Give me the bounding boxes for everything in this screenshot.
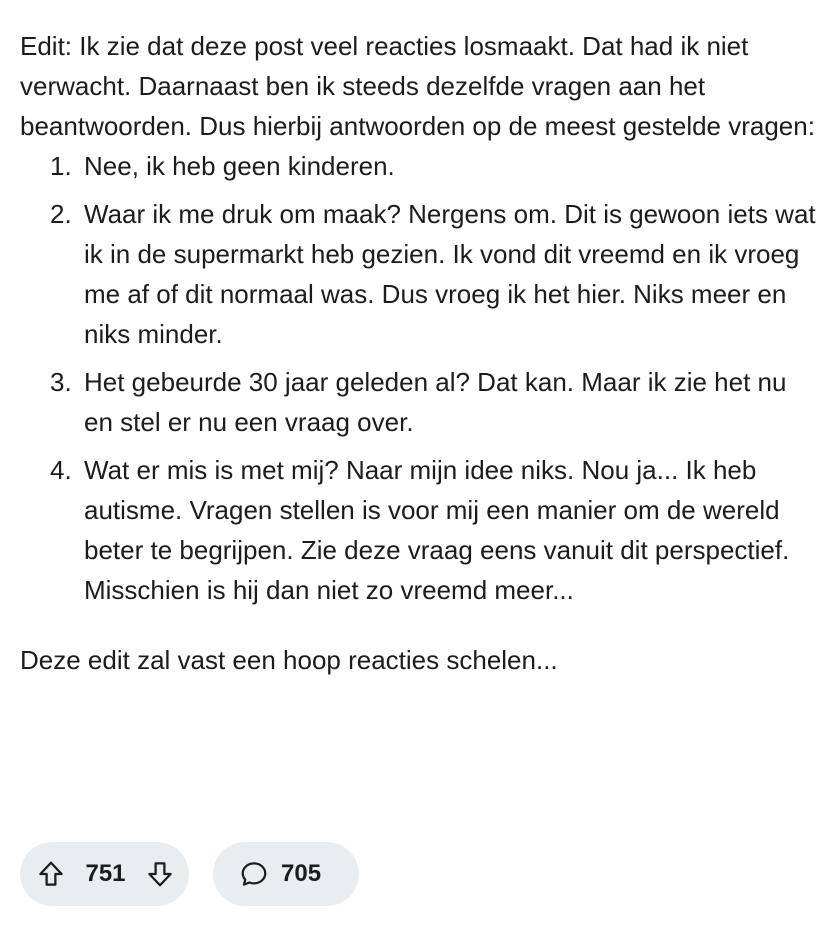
faq-number: 3. <box>50 367 72 397</box>
faq-number: 2. <box>50 199 72 229</box>
post-body <box>20 26 820 680</box>
upvote-arrow-icon[interactable] <box>36 859 66 889</box>
comment-count: 705 <box>281 860 322 887</box>
speech-bubble-icon <box>239 859 269 889</box>
vote-count: 751 <box>85 860 126 887</box>
post-intro: Edit: Ik zie dat deze post veel reacties losmaakt. Dat had ik niet verwacht. Daarnaast ben ik steeds dezelfde vragen aan het beantwoorden. Dus hierbij antwoorden op de meest gestelde vragen: <box>20 31 815 141</box>
faq-text: Nee, ik heb geen kinderen. <box>84 151 395 181</box>
faq-item <box>20 146 820 186</box>
post-outro: Deze edit zal vast een hoop reacties schelen... <box>20 645 558 675</box>
faq-list <box>20 146 820 610</box>
faq-number: 1. <box>50 151 72 181</box>
faq-number: 4. <box>50 455 72 485</box>
comments-button[interactable] <box>213 842 359 906</box>
faq-item <box>20 362 820 442</box>
downvote-arrow-icon[interactable] <box>145 859 175 889</box>
vote-pill <box>20 842 189 906</box>
faq-item <box>20 194 820 354</box>
faq-item <box>20 450 820 610</box>
faq-text: Wat er mis is met mij? Naar mijn idee niks. Nou ja... Ik heb autisme. Vragen stellen is voor mij een manier om de wereld beter te begrijpen. Zie deze vraag eens vanuit dit perspectief. Misschien is hij dan niet zo vreemd meer... <box>84 455 790 605</box>
faq-text: Waar ik me druk om maak? Nergens om. Dit is gewoon iets wat ik in de supermarkt heb gezien. Ik vond dit vreemd en ik vroeg me af of dit normaal was. Dus vroeg ik het hier. Niks meer en niks minder. <box>84 199 816 349</box>
faq-text: Het gebeurde 30 jaar geleden al? Dat kan. Maar ik zie het nu en stel er nu een vraag over. <box>84 367 787 437</box>
post-action-bar <box>20 842 359 906</box>
